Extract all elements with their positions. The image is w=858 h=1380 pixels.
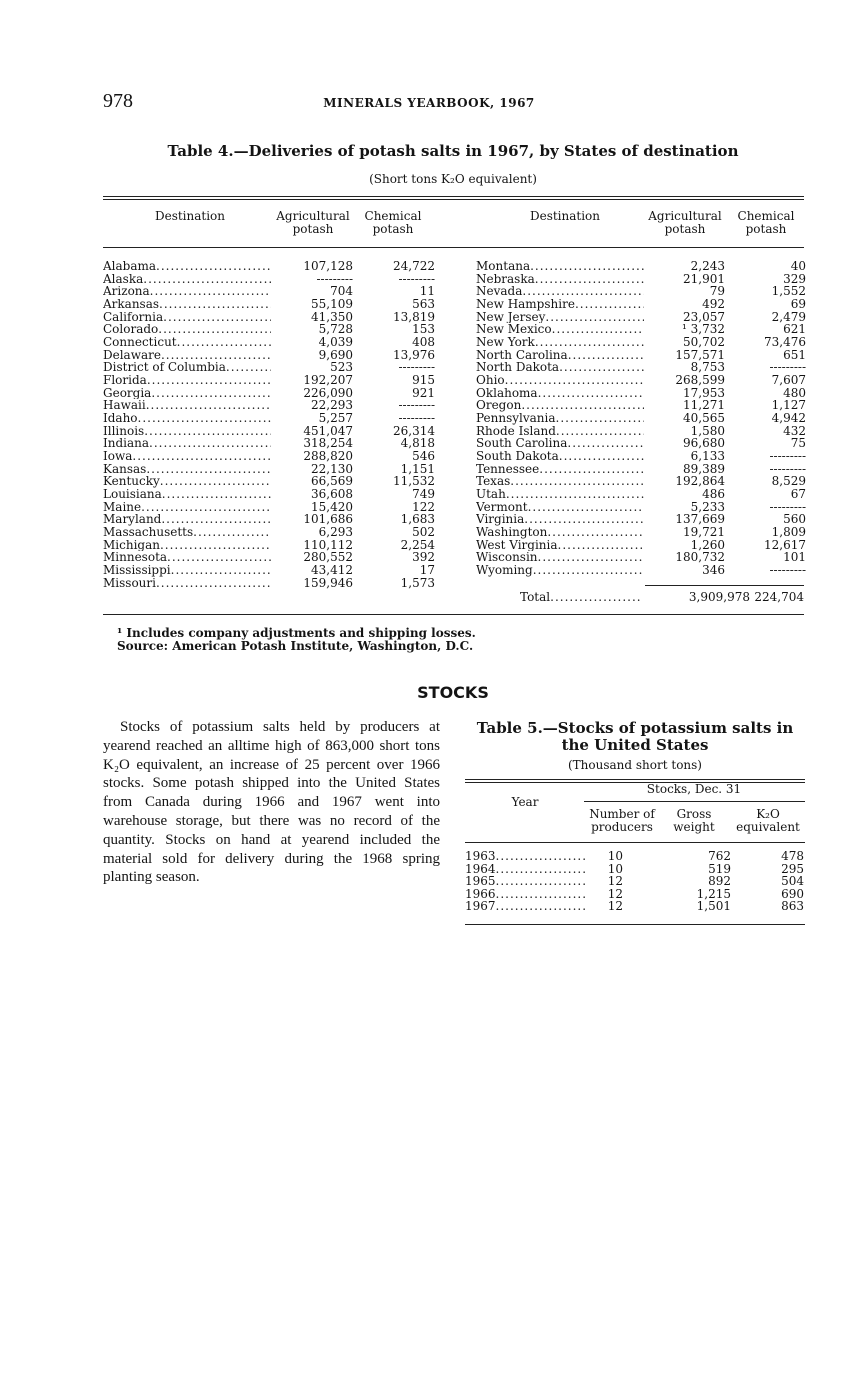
state-agricultural: 101,686: [303, 512, 353, 527]
state-name: Nevada .....: [476, 285, 644, 298]
state-agricultural: 268,599: [675, 373, 725, 388]
state-chemical: 2,254: [400, 537, 435, 552]
state-name: Florida .....: [103, 374, 271, 387]
state-agricultural: 1,580: [690, 423, 725, 438]
state-chemical: 432: [783, 423, 806, 438]
state-agricultural: 6,293: [318, 525, 353, 540]
table5-subtitle: (Thousand short tons): [567, 758, 702, 772]
state-agricultural: 50,702: [683, 335, 725, 350]
state-agricultural: 180,732: [675, 550, 725, 565]
state-name: Nebraska .....: [476, 273, 644, 286]
state-name: Connecticut .....: [103, 336, 271, 349]
table5-group-rule: [584, 801, 805, 802]
state-chemical: 502: [412, 525, 435, 540]
producers-cell: 12: [607, 899, 623, 914]
k2o-cell: 690: [781, 886, 804, 901]
state-chemical: 1,573: [400, 575, 435, 590]
state-name: Massachusetts .....: [103, 526, 271, 539]
k2o-cell: 478: [781, 849, 804, 863]
state-chemical: 12,617: [764, 537, 806, 552]
state-agricultural: 6,133: [690, 449, 725, 464]
state-name: Montana .....: [476, 260, 644, 273]
state-name: West Virginia .....: [476, 539, 644, 552]
state-chemical: 11,532: [393, 474, 435, 489]
state-agricultural: 9,690: [318, 347, 353, 362]
state-name: Colorado .....: [103, 323, 271, 336]
state-agricultural: 41,350: [311, 309, 353, 324]
table5-header-producers: Number of producers: [589, 807, 655, 834]
state-agricultural: 288,820: [303, 449, 353, 464]
state-chemical: ---------: [769, 360, 806, 375]
state-agricultural: 704: [330, 284, 353, 299]
state-chemical: 122: [412, 499, 435, 514]
state-chemical: 17: [419, 563, 435, 578]
state-chemical: 73,476: [764, 335, 806, 350]
state-name: Arkansas .....: [103, 298, 271, 311]
state-agricultural: 280,552: [303, 550, 353, 565]
producers-cell: 12: [607, 886, 623, 901]
table5-title: Table 5.—Stocks of potassium salts in the United States: [476, 719, 794, 754]
state-chemical: 921: [412, 385, 435, 400]
total-label: Total .....: [520, 591, 642, 604]
state-chemical: 1,151: [400, 461, 435, 476]
state-agricultural: 21,901: [683, 271, 725, 286]
state-chemical: 408: [412, 335, 435, 350]
table5-bottom-rule: [465, 924, 805, 925]
table5-top-rule: [465, 779, 805, 780]
state-agricultural: 15,420: [311, 499, 353, 514]
state-agricultural: 22,130: [311, 461, 353, 476]
state-name: Virginia .....: [476, 513, 644, 526]
state-agricultural: 8,753: [690, 360, 725, 375]
state-agricultural: 22,293: [311, 398, 353, 413]
state-chemical: 651: [783, 347, 806, 362]
state-name: Ohio .....: [476, 374, 644, 387]
year-cell: 1964 .....: [465, 863, 585, 876]
state-agricultural: 486: [702, 487, 725, 502]
state-chemical: 40: [790, 259, 806, 273]
state-name: Wyoming .....: [476, 564, 644, 577]
state-chemical: 75: [790, 436, 806, 451]
state-chemical: ---------: [769, 563, 806, 578]
state-chemical: 621: [783, 322, 806, 337]
state-agricultural: 11,271: [683, 398, 725, 413]
state-chemical: 749: [412, 487, 435, 502]
state-name: Vermont .....: [476, 501, 644, 514]
year-cell: 1966 .....: [465, 888, 585, 901]
year-cell: 1967 .....: [465, 900, 585, 913]
gross-cell: 519: [708, 861, 731, 876]
state-chemical: 11: [419, 284, 435, 299]
state-agricultural: 110,112: [303, 537, 353, 552]
state-name: Alaska .....: [103, 273, 271, 286]
section-heading-stocks: STOCKS: [417, 683, 489, 702]
table4-header-chemical-right: Chemical potash: [737, 209, 795, 236]
state-chemical: 13,976: [393, 347, 435, 362]
stocks-paragraph: Stocks of potassium salts held by producers at yearend reached an alltime high of 863,000 short tons K₂O equivalent, an increase of 25 percent over 1966 stocks. Some potash shipped into the United States from Canada during 1966 and 1967 went into warehouse storage, but there was no record of the quantity. Stocks on hand at yearend included the material sold for delivery during the 1968 spring planting season.: [103, 719, 440, 886]
k2o-cell: 295: [781, 861, 804, 876]
state-name: Mississippi .....: [103, 564, 271, 577]
gross-cell: 1,501: [696, 899, 731, 914]
table5-header-year: Year: [511, 795, 539, 809]
state-agricultural: 17,953: [683, 385, 725, 400]
state-chemical: 7,607: [771, 373, 806, 388]
state-chemical: 67: [790, 487, 806, 502]
state-name: Kansas .....: [103, 463, 271, 476]
state-name: New York .....: [476, 336, 644, 349]
state-agricultural: 43,412: [311, 563, 353, 578]
state-chemical: 546: [412, 449, 435, 464]
state-name: Idaho .....: [103, 412, 271, 425]
state-agricultural: 346: [702, 563, 725, 578]
state-agricultural: 66,569: [311, 474, 353, 489]
state-agricultural: 451,047: [303, 423, 353, 438]
table4-top-rule: [103, 196, 804, 197]
state-name: Tennessee .....: [476, 463, 644, 476]
state-chemical: 915: [412, 373, 435, 388]
state-name: North Dakota .....: [476, 361, 644, 374]
state-agricultural: 40,565: [683, 411, 725, 426]
state-name: Indiana .....: [103, 437, 271, 450]
state-agricultural: 19,721: [683, 525, 725, 540]
state-name: Michigan .....: [103, 539, 271, 552]
state-agricultural: 107,128: [303, 259, 353, 273]
table5-header-rule: [465, 842, 805, 843]
table4-header-destination-right: Destination: [529, 209, 601, 223]
state-name: Oregon .....: [476, 399, 644, 412]
state-name: New Jersey .....: [476, 311, 644, 324]
producers-cell: 10: [607, 849, 623, 863]
gross-cell: 892: [708, 874, 731, 889]
state-agricultural: 157,571: [675, 347, 725, 362]
state-chemical: 2,479: [771, 309, 806, 324]
state-chemical: ---------: [398, 360, 435, 375]
state-agricultural: 492: [702, 297, 725, 311]
state-chemical: ---------: [769, 499, 806, 514]
state-name: Missouri .....: [103, 577, 271, 590]
state-chemical: ---------: [769, 449, 806, 464]
state-name: Louisiana .....: [103, 488, 271, 501]
state-chemical: ---------: [398, 398, 435, 413]
state-name: Iowa .....: [103, 450, 271, 463]
table4-subtitle: (Short tons K₂O equivalent): [369, 172, 537, 186]
state-agricultural: 2,243: [690, 259, 725, 273]
state-name: Delaware .....: [103, 349, 271, 362]
state-name: New Hampshire .....: [476, 298, 644, 311]
state-agricultural: 192,207: [303, 373, 353, 388]
state-name: South Carolina .....: [476, 437, 644, 450]
state-agricultural: 137,669: [675, 512, 725, 527]
state-name: Wisconsin .....: [476, 551, 644, 564]
state-chemical: 1,127: [771, 398, 806, 413]
table5-header-k2o: K₂O equivalent: [736, 807, 800, 834]
state-agricultural: ---------: [316, 271, 353, 286]
year-cell: 1963 .....: [465, 850, 585, 863]
state-agricultural: 192,864: [675, 474, 725, 489]
table4-header-agricultural-left: Agricultural potash: [276, 209, 350, 236]
table4-top-rule-2: [103, 199, 804, 200]
table5-header-group: Stocks, Dec. 31: [646, 782, 742, 796]
state-agricultural: 55,109: [311, 297, 353, 311]
state-name: Pennsylvania .....: [476, 412, 644, 425]
state-agricultural: 79: [709, 284, 725, 299]
producers-cell: 12: [607, 874, 623, 889]
state-agricultural: 5,728: [318, 322, 353, 337]
state-name: Utah .....: [476, 488, 644, 501]
k2o-cell: 863: [781, 899, 804, 914]
state-chemical: ---------: [398, 411, 435, 426]
state-agricultural: 159,946: [303, 575, 353, 590]
total-agricultural: 3,909,978: [688, 590, 750, 604]
k2o-cell: 504: [781, 874, 804, 889]
state-chemical: 101: [783, 550, 806, 565]
state-agricultural: 1,260: [690, 537, 725, 552]
total-chemical: 224,704: [754, 590, 804, 604]
state-name: District of Columbia .....: [103, 361, 271, 374]
table4-bottom-rule: [103, 614, 804, 615]
table4-total-rule: [645, 585, 804, 586]
state-chemical: 1,683: [400, 512, 435, 527]
gross-cell: 762: [708, 849, 731, 863]
table4-header-rule: [103, 247, 804, 248]
state-name: Minnesota .....: [103, 551, 271, 564]
page-number: 978: [103, 90, 133, 112]
state-chemical: 1,552: [771, 284, 806, 299]
table4-header-chemical-left: Chemical potash: [364, 209, 422, 236]
state-chemical: 13,819: [393, 309, 435, 324]
state-agricultural: 96,680: [683, 436, 725, 451]
state-agricultural: 89,389: [683, 461, 725, 476]
state-chemical: 26,314: [393, 423, 435, 438]
table4-title: Table 4.—Deliveries of potash salts in 1967, by States of destination: [167, 142, 739, 160]
state-agricultural: ¹ 3,732: [682, 322, 725, 337]
table4-footnote: ¹ Includes company adjustments and shipping losses.: [117, 626, 476, 640]
state-chemical: 69: [790, 297, 806, 311]
table4-header-destination-left: Destination: [154, 209, 226, 223]
state-agricultural: 5,257: [318, 411, 353, 426]
state-name: Illinois .....: [103, 425, 271, 438]
state-agricultural: 36,608: [311, 487, 353, 502]
state-name: Oklahoma .....: [476, 387, 644, 400]
state-name: Georgia .....: [103, 387, 271, 400]
state-agricultural: 4,039: [318, 335, 353, 350]
state-chemical: 24,722: [393, 259, 435, 273]
table4-source: Source: American Potash Institute, Washington, D.C.: [117, 639, 474, 653]
state-chemical: 480: [783, 385, 806, 400]
state-chemical: 8,529: [771, 474, 806, 489]
state-name: Rhode Island .....: [476, 425, 644, 438]
running-head: MINERALS YEARBOOK, 1967: [323, 96, 535, 110]
year-cell: 1965 .....: [465, 875, 585, 888]
gross-cell: 1,215: [696, 886, 731, 901]
state-name: Alabama .....: [103, 260, 271, 273]
state-agricultural: 226,090: [303, 385, 353, 400]
state-name: North Carolina .....: [476, 349, 644, 362]
state-agricultural: 318,254: [303, 436, 353, 451]
state-name: California .....: [103, 311, 271, 324]
table5-header-gross: Gross weight: [673, 807, 715, 834]
state-name: New Mexico .....: [476, 323, 644, 336]
state-chemical: 153: [412, 322, 435, 337]
state-name: Hawaii .....: [103, 399, 271, 412]
state-name: South Dakota .....: [476, 450, 644, 463]
state-chemical: 4,818: [400, 436, 435, 451]
producers-cell: 10: [607, 861, 623, 876]
state-name: Maine .....: [103, 501, 271, 514]
state-chemical: ---------: [769, 461, 806, 476]
state-name: Washington .....: [476, 526, 644, 539]
state-agricultural: 523: [330, 360, 353, 375]
state-agricultural: 23,057: [683, 309, 725, 324]
table4-header-agricultural-right: Agricultural potash: [648, 209, 722, 236]
state-chemical: 1,809: [771, 525, 806, 540]
state-chemical: 392: [412, 550, 435, 565]
state-name: Arizona .....: [103, 285, 271, 298]
state-name: Maryland .....: [103, 513, 271, 526]
state-agricultural: 5,233: [690, 499, 725, 514]
state-name: Texas .....: [476, 475, 644, 488]
state-chemical: 4,942: [771, 411, 806, 426]
state-chemical: 560: [783, 512, 806, 527]
state-chemical: ---------: [398, 271, 435, 286]
state-chemical: 329: [783, 271, 806, 286]
state-chemical: 563: [412, 297, 435, 311]
state-name: Kentucky .....: [103, 475, 271, 488]
